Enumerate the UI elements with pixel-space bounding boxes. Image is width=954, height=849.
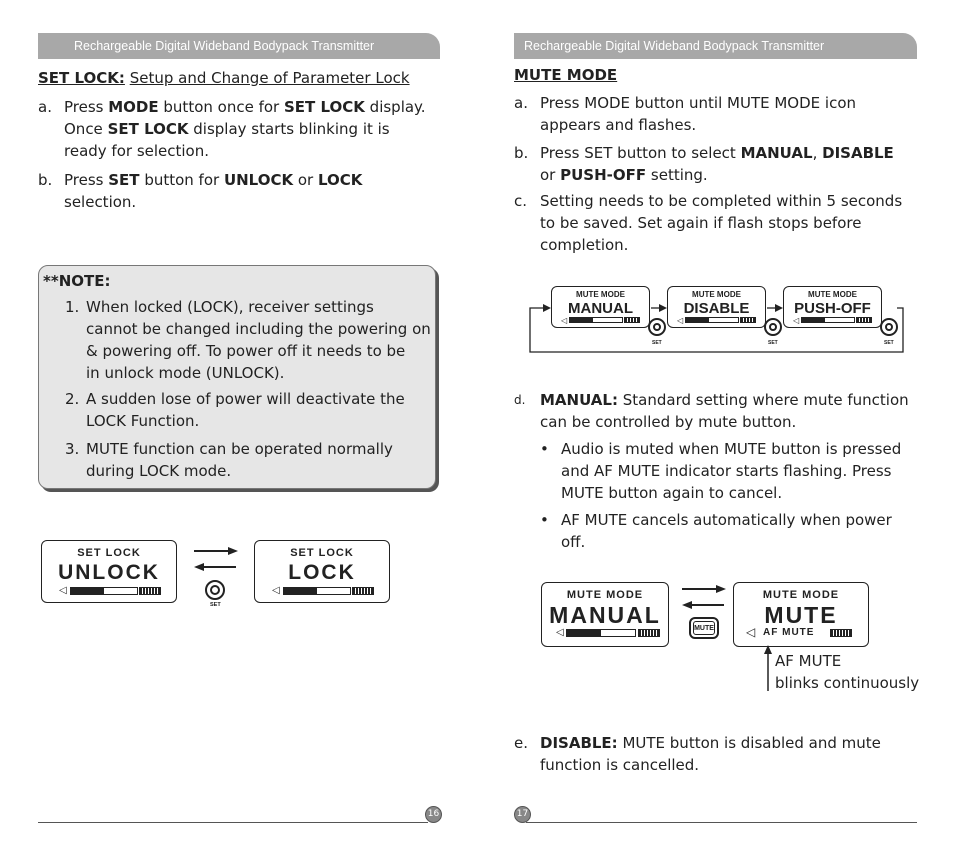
set-button-icon: [648, 318, 666, 336]
set-lock-title: SET LOCK:: [38, 69, 125, 87]
set-lock-subtitle: Setup and Change of Parameter Lock: [129, 69, 410, 87]
lcd-big-label: MUTE: [764, 602, 838, 628]
bold-text: SET LOCK: [283, 98, 365, 116]
volume-triangle-icon: ◁: [793, 316, 800, 325]
text-run: Press: [64, 98, 109, 116]
arrow-left-icon: [194, 563, 204, 571]
list-marker: c.: [514, 192, 528, 210]
page-number-left: 16: [425, 806, 442, 823]
page-number-right: 17: [514, 806, 531, 823]
bold-text: SET: [108, 171, 140, 189]
set-lock-section-title: [38, 69, 410, 87]
callout-arrow: [762, 645, 774, 693]
right-footer-line: [526, 822, 917, 823]
list-marker: e.: [514, 734, 528, 752]
list-text: [64, 96, 426, 162]
level-bar: [70, 587, 138, 595]
text-run: Once: [64, 120, 108, 138]
list-marker: •: [540, 511, 549, 529]
text-line: & powering off. To power off it needs to be: [86, 342, 406, 360]
set-button-label: SET: [884, 340, 894, 346]
arrow-right-icon: [659, 304, 667, 312]
lcd-small-label: MUTE MODE: [566, 589, 644, 601]
lcd-big-label: DISABLE: [683, 300, 750, 317]
level-bar: [569, 317, 623, 323]
direction-arrows: [190, 543, 242, 575]
bold-text: SET LOCK: [107, 120, 189, 138]
text-run: or: [293, 171, 318, 189]
text-run: button for: [139, 171, 224, 189]
list-marker: a.: [38, 98, 52, 116]
list-marker: b.: [514, 144, 529, 162]
left-footer-line: [38, 822, 428, 823]
text-run: appears and flashes.: [540, 116, 697, 134]
text-line: [540, 754, 881, 776]
list-marker: b.: [38, 171, 53, 189]
text-line: during LOCK mode.: [86, 462, 232, 480]
text-run: setting.: [646, 166, 708, 184]
text-line: [540, 164, 894, 186]
list-marker: 3.: [65, 440, 80, 458]
list-text: [86, 438, 393, 482]
level-bar: [801, 317, 855, 323]
list-marker: •: [540, 440, 549, 458]
callout-line: blinks continuously: [775, 674, 920, 692]
text-line: [64, 96, 426, 118]
lcd-unlock: [41, 540, 177, 603]
text-run: or: [540, 166, 561, 184]
set-button-icon: [205, 580, 225, 600]
list-text: [561, 438, 901, 504]
text-line: in unlock mode (UNLOCK).: [86, 364, 285, 382]
set-button-label: SET: [652, 340, 662, 346]
arrow-right-icon: [775, 304, 783, 312]
text-line: and AF MUTE indicator starts flashing. Press: [561, 462, 892, 480]
text-run: Press SET button to select: [540, 144, 741, 162]
text-line: [540, 389, 909, 411]
text-line: [540, 212, 902, 234]
text-run: selection.: [64, 193, 137, 211]
level-bar: [566, 629, 636, 637]
lcd-manual-large: [541, 582, 669, 647]
text-run: to be saved. Set again if flash stops before: [540, 214, 862, 232]
text-line: MUTE function can be operated normally: [86, 440, 393, 458]
text-run: ready for selection.: [64, 142, 210, 160]
text-run: completion.: [540, 236, 629, 254]
lcd-disable: [667, 286, 766, 328]
lcd-small-label: MUTE MODE: [762, 589, 840, 601]
bold-text: PUSH-OFF: [560, 166, 647, 184]
list-marker: d.: [514, 393, 526, 407]
bold-text: LOCK: [317, 171, 363, 189]
text-line: [540, 411, 909, 433]
text-line: off.: [561, 533, 586, 551]
bold-text: MANUAL:: [540, 391, 618, 409]
list-text: [561, 509, 892, 553]
arrow-left-icon: [682, 601, 692, 609]
bold-text: MANUAL: [740, 144, 813, 162]
battery-icon: [624, 317, 640, 323]
bold-text: DISABLE:: [540, 734, 618, 752]
lcd-mute: [733, 582, 869, 647]
list-marker: a.: [514, 94, 528, 112]
lcd-small-label: SET LOCK: [290, 547, 354, 559]
af-mute-indicator: AF MUTE: [763, 627, 815, 638]
callout-line: AF MUTE: [775, 652, 842, 670]
mute-mode-section-title: [514, 66, 617, 84]
text-run: button once for: [158, 98, 284, 116]
list-text: [540, 142, 894, 186]
text-line: [540, 234, 902, 256]
lcd-manual: [551, 286, 650, 328]
left-page-header: Rechargeable Digital Wideband Bodypack Transmitter: [38, 33, 440, 59]
list-marker: 1.: [65, 298, 80, 316]
text-line: [540, 142, 894, 164]
set-button-icon: [880, 318, 898, 336]
set-button-label: SET: [210, 602, 221, 608]
text-run: Press MODE button until MUTE MODE icon: [540, 94, 857, 112]
text-line: AF MUTE cancels automatically when power: [561, 511, 892, 529]
set-button-icon: [764, 318, 782, 336]
arrow-right-icon: [228, 547, 238, 555]
list-text: [540, 389, 909, 433]
mute-mode-title: MUTE MODE: [514, 66, 618, 84]
mute-button-icon: [689, 617, 719, 639]
bold-text: DISABLE: [822, 144, 894, 162]
volume-triangle-icon: ◁: [556, 627, 564, 638]
text-run: Standard setting where mute function: [617, 391, 909, 409]
mute-button-label: MUTE: [693, 621, 715, 635]
battery-icon: [856, 317, 872, 323]
text-line: [540, 732, 881, 754]
lcd-big-label: PUSH-OFF: [794, 300, 871, 317]
battery-icon: [830, 629, 852, 637]
lcd-push-off: [783, 286, 882, 328]
lcd-small-label: MUTE MODE: [692, 290, 741, 299]
af-mute-callout: [775, 650, 919, 694]
text-line: LOCK Function.: [86, 412, 200, 430]
lcd-big-label: LOCK: [288, 561, 356, 584]
text-line: [64, 169, 362, 191]
lcd-big-label: MANUAL: [549, 602, 661, 628]
text-run: MUTE button is disabled and mute: [617, 734, 881, 752]
list-marker: 2.: [65, 390, 80, 408]
set-button-label: SET: [768, 340, 778, 346]
volume-triangle-icon: ◁: [677, 316, 684, 325]
lcd-big-label: UNLOCK: [58, 561, 160, 584]
battery-icon: [638, 629, 660, 637]
arrow-up-icon: [764, 645, 772, 654]
text-run: display starts blinking it is: [188, 120, 390, 138]
text-line: Audio is muted when MUTE button is pressed: [561, 440, 902, 458]
text-line: [64, 140, 426, 162]
level-bar: [283, 587, 351, 595]
battery-icon: [352, 587, 374, 595]
lcd-lock: [254, 540, 390, 603]
text-line: cannot be changed including the powering on: [86, 320, 431, 338]
list-text: [540, 732, 881, 776]
list-text: [64, 169, 362, 213]
text-run: Press: [64, 171, 109, 189]
lcd-big-label: MANUAL: [568, 300, 633, 317]
volume-triangle-icon: ◁: [561, 316, 568, 325]
text-line: When locked (LOCK), receiver settings: [86, 298, 374, 316]
text-line: MUTE button again to cancel.: [561, 484, 783, 502]
lcd-small-label: MUTE MODE: [808, 290, 857, 299]
arrow-right-icon: [543, 304, 551, 312]
battery-icon: [740, 317, 756, 323]
text-line: A sudden lose of power will deactivate the: [86, 390, 405, 408]
level-bar: [685, 317, 739, 323]
text-line: [540, 190, 902, 212]
arrow-right-icon: [716, 585, 726, 593]
volume-triangle-icon: ◁: [272, 585, 280, 596]
text-run: ,: [812, 144, 823, 162]
battery-icon: [139, 587, 161, 595]
bold-text: MODE: [108, 98, 159, 116]
lcd-small-label: SET LOCK: [77, 547, 141, 559]
text-line: [540, 92, 856, 114]
volume-triangle-icon: ◁: [59, 585, 67, 596]
text-line: [64, 191, 362, 213]
text-line: [64, 118, 426, 140]
text-run: display.: [364, 98, 426, 116]
note-box: [38, 265, 436, 489]
list-text: [540, 92, 856, 136]
volume-triangle-icon: ◁: [746, 625, 756, 639]
text-line: [540, 114, 856, 136]
list-text: [540, 190, 902, 256]
right-page-header: Rechargeable Digital Wideband Bodypack Transmitter: [514, 33, 917, 59]
note-title: **NOTE:: [43, 272, 111, 290]
lcd-small-label: MUTE MODE: [576, 290, 625, 299]
list-text: [86, 296, 431, 384]
direction-arrows: [678, 583, 730, 613]
list-text: [86, 388, 405, 432]
bold-text: UNLOCK: [223, 171, 294, 189]
text-run: can be controlled by mute button.: [540, 413, 797, 431]
text-run: function is cancelled.: [540, 756, 700, 774]
text-run: Setting needs to be completed within 5 seconds: [540, 192, 903, 210]
